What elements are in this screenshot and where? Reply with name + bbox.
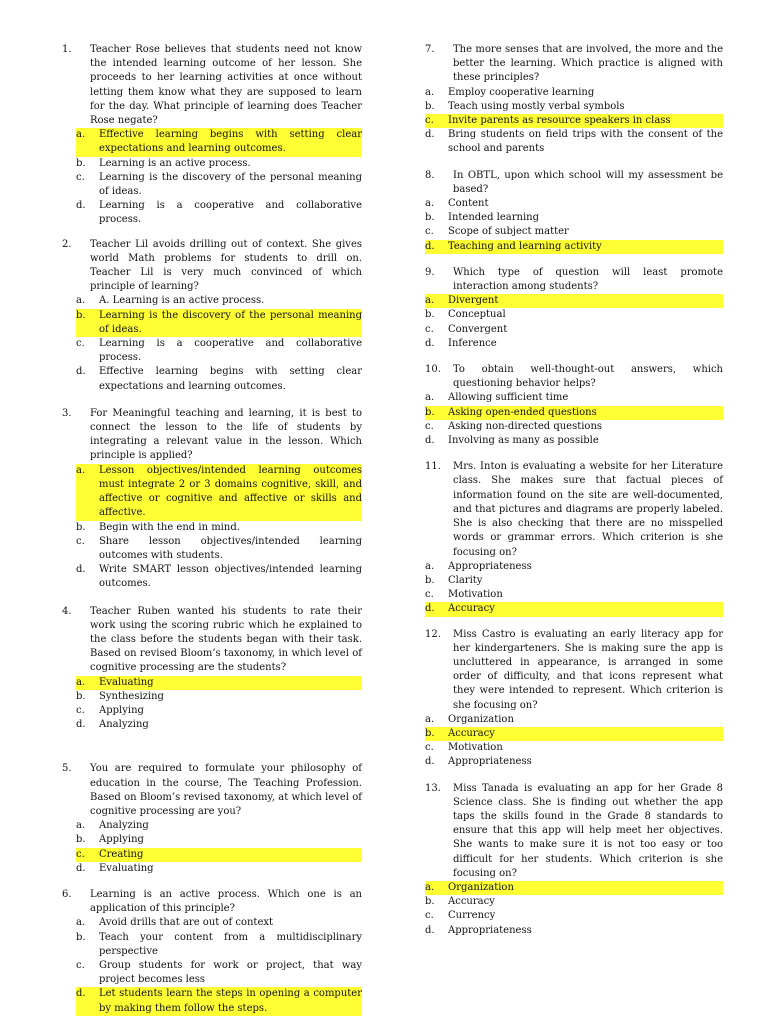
answer-options (76, 676, 362, 733)
answer-option (425, 323, 723, 337)
highlighted-answer-option (76, 848, 362, 862)
question-stem (425, 628, 723, 713)
question-text: Mrs. Inton is evaluating a website for her Literature class. She makes sure that factual pieces of information found on the site are well-documented, and that pictures and diagrams are properly labeled. She is also checking that there are no misspelled words or grammar errors. Which criterion is she focusing on? (453, 461, 723, 558)
answer-options (425, 294, 723, 351)
option-letter: b. (76, 834, 86, 846)
option-text: Write SMART lesson objectives/intended learning outcomes. (99, 564, 362, 590)
answer-options (76, 294, 362, 393)
question-text: To obtain well-thought-out answers, which questioning behavior helps? (453, 364, 723, 390)
question-7 (425, 43, 723, 157)
answer-option (425, 391, 723, 405)
option-text: Invite parents as resource speakers in class (448, 115, 671, 127)
question-number: 7. (425, 44, 435, 55)
option-letter: d. (425, 924, 435, 936)
question-stem (425, 169, 723, 197)
left-column (62, 43, 362, 1016)
option-letter: c. (425, 589, 434, 601)
question-number: 10. (425, 364, 441, 376)
option-text: Allowing sufficient time (448, 392, 569, 404)
option-text: Clarity (448, 574, 483, 586)
answer-option (425, 308, 723, 322)
answer-options (425, 391, 723, 448)
question-text: Which type of question will least promote interaction among students? (453, 266, 723, 293)
question-number: 6. (62, 888, 72, 900)
answer-option (76, 337, 362, 365)
answer-options (425, 197, 723, 254)
option-letter: d. (425, 756, 435, 768)
option-text: Organization (448, 713, 514, 725)
option-letter: b. (76, 309, 99, 337)
question-1 (62, 43, 362, 228)
answer-option (425, 420, 723, 434)
question-10 (425, 363, 723, 448)
option-letter: d. (76, 564, 86, 576)
right-column (425, 43, 723, 938)
highlighted-answer-option (76, 464, 362, 521)
answer-options (425, 881, 723, 938)
option-text: Effective learning begins with setting clear expectations and learning outcomes. (99, 129, 362, 155)
highlighted-answer-option (425, 294, 723, 308)
option-text: Analyzing (99, 820, 149, 832)
option-text: Divergent (448, 295, 499, 307)
answer-option (425, 86, 723, 100)
option-text: Applying (99, 834, 144, 846)
option-text: Employ cooperative learning (448, 86, 595, 98)
option-text: Group students for work or project, that way project becomes less (99, 959, 362, 986)
option-text: Creating (99, 848, 144, 860)
answer-option (425, 909, 723, 923)
answer-option (425, 337, 723, 351)
question-text: Miss Tanada is evaluating an app for her Grade 8 Science class. She is finding out whether the app taps the skills found in the Grade 8 standards to ensure that this app will help meet her objectives. She wants to make sure it is not too easy or too difficult for her students. Which criterion is she focusing on? (453, 782, 723, 879)
answer-option (425, 895, 723, 909)
question-number: 12. (425, 628, 441, 640)
answer-option (76, 199, 362, 227)
question-number: 5. (62, 763, 72, 775)
question-stem (62, 888, 362, 916)
answer-option (76, 916, 362, 930)
highlighted-answer-option (425, 240, 723, 254)
question-number: 3. (62, 407, 72, 419)
question-number: 4. (62, 605, 72, 617)
option-letter: c. (76, 959, 85, 971)
option-letter: a. (425, 881, 448, 895)
answer-option (76, 819, 362, 833)
option-letter: b. (76, 931, 86, 943)
option-letter: c. (76, 704, 85, 716)
highlighted-answer-option (425, 881, 723, 895)
option-letter: d. (76, 200, 86, 212)
option-text: Begin with the end in mind. (99, 521, 240, 533)
answer-options (425, 560, 723, 617)
question-number: 8. (425, 169, 435, 181)
answer-option (425, 713, 723, 727)
option-letter: b. (76, 157, 86, 169)
question-12 (425, 628, 723, 770)
option-text: Bring students on field trips with the consent of the school and parents (448, 129, 723, 155)
question-stem (62, 407, 362, 464)
answer-option (76, 959, 362, 987)
question-text: For Meaningful teaching and learning, it is best to connect the lesson to the life of students by integrating a relevant value in the lesson. Which principle is applied? (90, 407, 362, 462)
answer-options (76, 916, 362, 1015)
option-text: Learning is the discovery of the personal meaning of ideas. (99, 171, 362, 198)
question-text: Teacher Lil avoids drilling out of context. She gives world Math problems for students to drill on. Teacher Lil is very much convinced of which principle of learning? (90, 238, 362, 293)
answer-option (425, 755, 723, 769)
question-stem (425, 43, 723, 86)
answer-option (425, 741, 723, 755)
option-letter: d. (76, 987, 99, 1015)
answer-option (425, 924, 723, 938)
question-11 (425, 460, 723, 616)
option-letter: c. (425, 114, 448, 128)
answer-option (76, 931, 362, 959)
option-letter: b. (425, 212, 435, 224)
answer-option (425, 211, 723, 225)
option-letter: a. (425, 560, 435, 572)
highlighted-answer-option (76, 676, 362, 690)
option-letter: a. (76, 295, 86, 307)
option-letter: d. (425, 435, 435, 447)
answer-options (76, 819, 362, 876)
highlighted-answer-option (425, 114, 723, 128)
option-letter: b. (76, 690, 86, 702)
option-letter: c. (425, 742, 434, 754)
option-letter: a. (76, 820, 86, 832)
question-text: Teacher Rose believes that students need not know the intended learning outcome of her lesson. She proceeds to her learning activities at once without letting them know what they are supposed to learn for the day. What principle of learning does Teacher Rose negate? (90, 44, 362, 127)
option-text: Involving as many as possible (448, 435, 599, 447)
option-text: A. Learning is an active process. (99, 295, 265, 307)
option-letter: c. (425, 226, 434, 238)
answer-option (76, 535, 362, 563)
question-number: 2. (62, 238, 72, 250)
option-letter: c. (425, 910, 434, 922)
option-letter: a. (425, 713, 435, 725)
question-stem (425, 782, 723, 881)
option-text: Motivation (448, 742, 503, 754)
option-text: Scope of subject matter (448, 226, 569, 238)
option-letter: c. (76, 535, 85, 547)
answer-option (76, 157, 362, 171)
option-text: Avoid drills that are out of context (99, 917, 274, 929)
option-letter: a. (425, 294, 448, 308)
highlighted-answer-option (425, 406, 723, 420)
question-text: Learning is an active process. Which one is an application of this principle? (90, 888, 362, 915)
question-number: 1. (62, 44, 72, 55)
answer-option (425, 434, 723, 448)
question-13 (425, 782, 723, 938)
option-letter: d. (76, 366, 86, 378)
option-letter: d. (425, 337, 435, 349)
option-text: Inference (448, 337, 497, 349)
option-text: Lesson objectives/intended learning outcomes must integrate 2 or 3 domains cognitive, skill, and affective or cognitive and affective or skills and affective. (99, 464, 362, 519)
answer-options (425, 713, 723, 770)
option-letter: d. (425, 602, 448, 616)
option-text: Appropriateness (448, 560, 532, 572)
option-text: Appropriateness (448, 924, 532, 936)
option-letter: a. (76, 676, 99, 690)
option-letter: b. (425, 727, 448, 741)
option-letter: a. (425, 392, 435, 404)
question-5 (62, 762, 362, 876)
option-text: Let students learn the steps in opening a computer by making them follow the steps. (99, 988, 362, 1014)
answer-option (76, 862, 362, 876)
option-letter: a. (425, 86, 435, 98)
option-letter: b. (76, 521, 86, 533)
option-text: Share lesson objectives/intended learning outcomes with students. (99, 535, 362, 561)
question-number: 9. (425, 266, 435, 278)
answer-option (76, 171, 362, 199)
highlighted-answer-option (76, 309, 362, 337)
question-6 (62, 888, 362, 1016)
answer-option (425, 128, 723, 156)
option-letter: c. (425, 323, 434, 335)
answer-option (76, 521, 362, 535)
question-9 (425, 266, 723, 351)
option-text: Accuracy (448, 603, 495, 615)
option-letter: c. (425, 420, 434, 432)
answer-option (76, 704, 362, 718)
option-letter: b. (425, 574, 435, 586)
option-text: Convergent (448, 323, 508, 335)
answer-option (425, 225, 723, 239)
option-letter: a. (76, 128, 99, 156)
answer-option (76, 563, 362, 591)
option-text: Evaluating (99, 676, 154, 688)
highlighted-answer-option (425, 727, 723, 741)
answer-option (425, 560, 723, 574)
question-stem (425, 363, 723, 391)
option-text: Teach using mostly verbal symbols (448, 100, 625, 112)
option-text: Learning is a cooperative and collaborative process. (99, 338, 362, 364)
option-letter: b. (425, 100, 435, 112)
option-text: Teach your content from a multidisciplinary perspective (99, 931, 362, 957)
option-letter: b. (425, 406, 448, 420)
option-text: Asking non-directed questions (448, 420, 603, 432)
answer-options (76, 128, 362, 227)
option-text: Intended learning (448, 212, 540, 224)
option-text: Conceptual (448, 309, 506, 321)
option-letter: c. (76, 171, 85, 183)
option-text: Evaluating (99, 862, 154, 874)
answer-option (425, 574, 723, 588)
option-letter: c. (76, 338, 85, 350)
highlighted-answer-option (76, 128, 362, 156)
answer-options (425, 86, 723, 157)
option-letter: d. (425, 240, 448, 254)
highlighted-answer-option (76, 987, 362, 1015)
option-letter: d. (76, 862, 86, 874)
option-text: Learning is an active process. (99, 157, 251, 169)
option-letter: c. (76, 848, 99, 862)
option-text: Accuracy (448, 896, 495, 908)
option-text: Learning is a cooperative and collaborative process. (99, 200, 362, 226)
question-stem (62, 762, 362, 819)
option-letter: a. (76, 917, 86, 929)
option-text: Content (448, 198, 489, 210)
question-text: In OBTL, upon which school will my assessment be based? (453, 169, 723, 195)
answer-option (76, 365, 362, 393)
question-text: Teacher Ruben wanted his students to rate their work using the scoring rubric which he explained to the class before the students began with their task. Based on revised Bloom’s taxonomy, in which level of cognitive processing are the students? (90, 605, 362, 674)
option-letter: d. (425, 129, 435, 141)
option-text: Accuracy (448, 727, 495, 739)
option-text: Motivation (448, 589, 503, 601)
option-text: Applying (99, 704, 144, 716)
option-text: Analyzing (99, 719, 149, 731)
option-text: Asking open-ended questions (448, 406, 597, 418)
option-letter: b. (425, 896, 435, 908)
highlighted-answer-option (425, 602, 723, 616)
question-text: You are required to formulate your philosophy of education in the course, The Teaching Profession. Based on Bloom’s revised taxonomy, at which level of cognitive processing are you? (90, 763, 362, 817)
question-text: The more senses that are involved, the more and the better the learning. Which practice is aligned with these principles? (453, 44, 723, 84)
option-letter: a. (425, 198, 435, 210)
option-text: Learning is the discovery of the personal meaning of ideas. (99, 309, 362, 335)
question-stem (62, 43, 362, 128)
option-text: Organization (448, 881, 514, 893)
answer-option (76, 690, 362, 704)
answer-option (425, 588, 723, 602)
question-8 (425, 169, 723, 254)
answer-option (76, 294, 362, 308)
question-stem (62, 605, 362, 676)
option-text: Teaching and learning activity (448, 240, 602, 252)
answer-options (76, 464, 362, 592)
option-text: Appropriateness (448, 756, 532, 768)
answer-option (425, 100, 723, 114)
option-letter: a. (76, 464, 99, 521)
question-3 (62, 407, 362, 592)
option-text: Effective learning begins with setting clear expectations and learning outcomes. (99, 366, 362, 392)
answer-option (76, 833, 362, 847)
question-4 (62, 605, 362, 733)
option-letter: d. (76, 719, 86, 731)
option-letter: b. (425, 309, 435, 321)
answer-option (425, 197, 723, 211)
question-stem (425, 460, 723, 559)
question-number: 11. (425, 461, 441, 473)
question-stem (425, 266, 723, 294)
question-number: 13. (425, 782, 441, 794)
option-text: Currency (448, 910, 496, 922)
question-stem (62, 238, 362, 295)
answer-option (76, 718, 362, 732)
option-text: Synthesizing (99, 690, 164, 702)
question-2 (62, 238, 362, 394)
question-text: Miss Castro is evaluating an early literacy app for her kindergarteners. She is making sure the app is uncluttered in appearance, is arranged in some order of difficulty, and that icons represent what they were intended to represent. Which criterion is she focusing on? (453, 628, 723, 711)
